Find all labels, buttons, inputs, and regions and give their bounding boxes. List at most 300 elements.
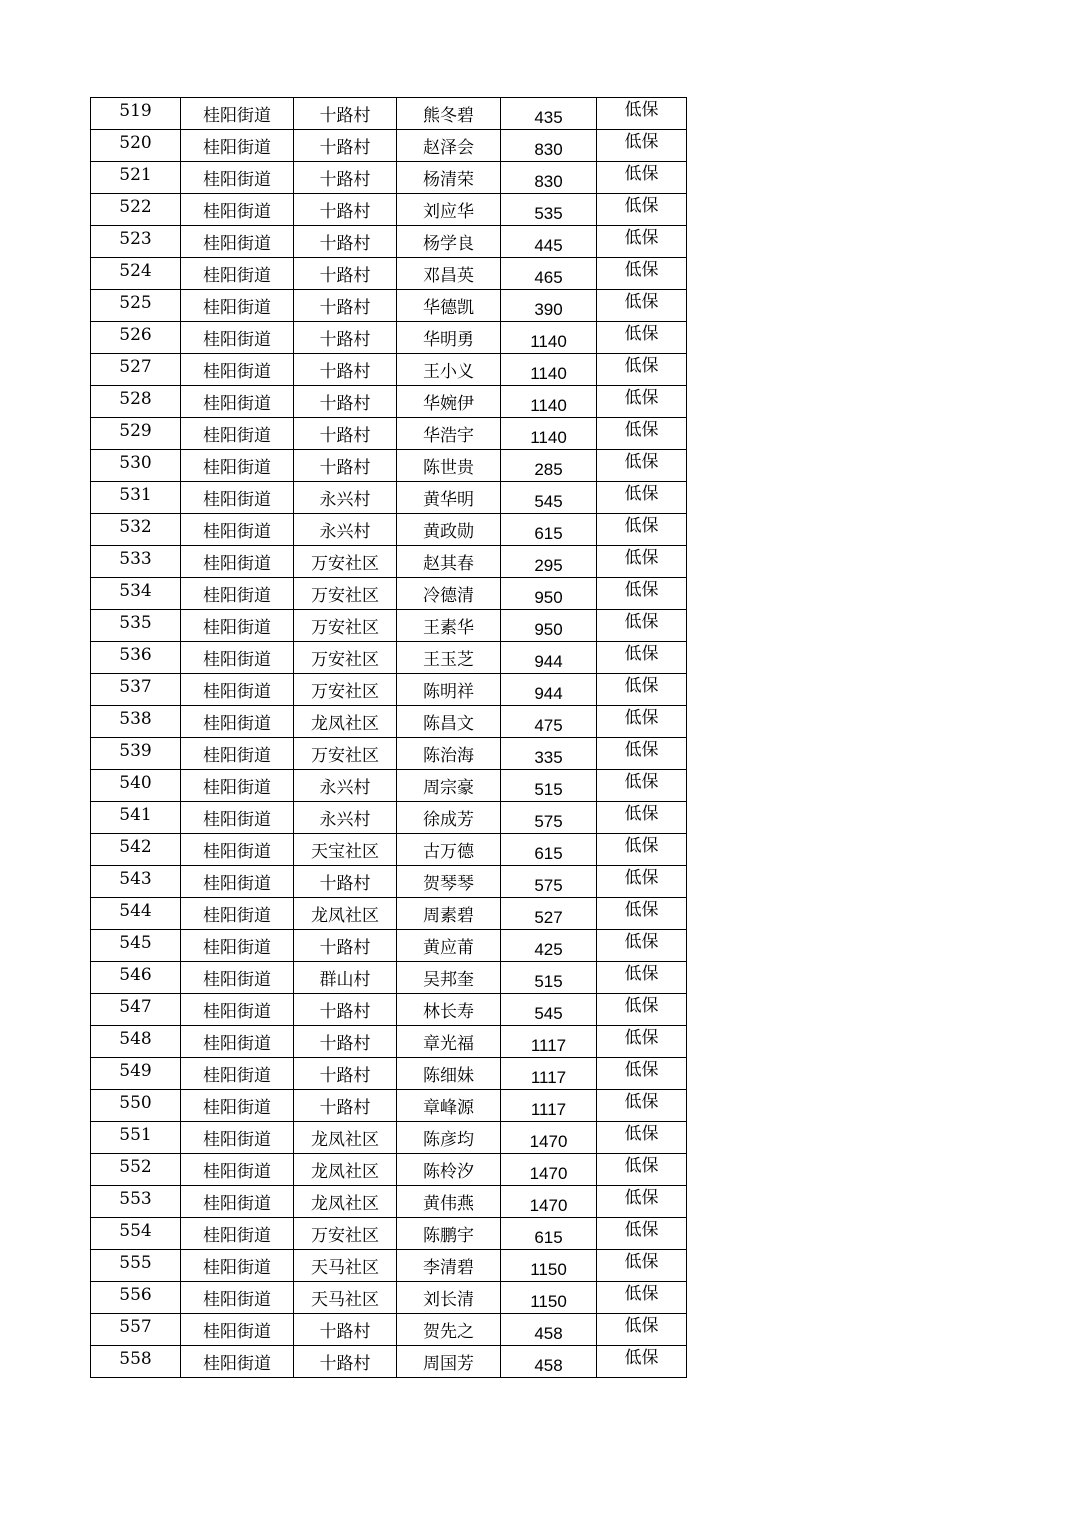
person-name: 古万德 <box>423 842 474 862</box>
table-row <box>91 802 687 834</box>
person-name-cell <box>397 546 501 578</box>
person-name-cell <box>397 418 501 450</box>
amount-value: 527 <box>534 907 563 927</box>
village-cell <box>294 194 397 226</box>
person-name-cell <box>397 1314 501 1346</box>
assistance-type: 低保 <box>624 1188 659 1208</box>
row-number-cell <box>91 322 181 354</box>
person-name: 赵其春 <box>423 554 474 574</box>
amount-cell <box>501 1154 597 1186</box>
amount-value: 465 <box>534 267 563 287</box>
row-number: 548 <box>119 1029 152 1049</box>
row-number: 546 <box>119 965 152 985</box>
assistance-type-cell <box>597 866 687 898</box>
village-cell <box>294 450 397 482</box>
village-name: 天马社区 <box>311 1290 379 1310</box>
street-name: 桂阳街道 <box>203 202 271 222</box>
street-name: 桂阳街道 <box>203 1034 271 1054</box>
village-cell <box>294 834 397 866</box>
assistance-type: 低保 <box>624 324 659 344</box>
assistance-type: 低保 <box>624 1348 659 1368</box>
amount-value: 1470 <box>529 1195 568 1215</box>
village-cell <box>294 706 397 738</box>
amount-cell <box>501 1250 597 1282</box>
person-name: 杨学良 <box>423 234 474 254</box>
assistance-type-cell <box>597 802 687 834</box>
row-number-cell <box>91 514 181 546</box>
village-name: 万安社区 <box>311 1226 379 1246</box>
street-name: 桂阳街道 <box>203 394 271 414</box>
person-name: 黄华明 <box>423 490 474 510</box>
person-name: 李清碧 <box>423 1258 474 1278</box>
person-name-cell <box>397 642 501 674</box>
amount-cell <box>501 962 597 994</box>
village-cell <box>294 770 397 802</box>
street-cell <box>181 546 294 578</box>
person-name-cell <box>397 610 501 642</box>
person-name-cell <box>397 162 501 194</box>
assistance-type-cell <box>597 450 687 482</box>
assistance-type: 低保 <box>624 1124 659 1144</box>
amount-cell <box>501 1282 597 1314</box>
street-name: 桂阳街道 <box>203 618 271 638</box>
assistance-type-cell <box>597 674 687 706</box>
amount-value: 1150 <box>530 1259 567 1279</box>
row-number-cell <box>91 482 181 514</box>
person-name: 贺琴琴 <box>423 874 474 894</box>
table-row <box>91 258 687 290</box>
row-number-cell <box>91 1346 181 1378</box>
assistance-type: 低保 <box>624 804 659 824</box>
person-name-cell <box>397 226 501 258</box>
street-name: 桂阳街道 <box>203 1226 271 1246</box>
table-row <box>91 1282 687 1314</box>
assistance-type: 低保 <box>624 388 659 408</box>
person-name: 周宗豪 <box>423 778 474 798</box>
assistance-type: 低保 <box>624 772 659 792</box>
village-name: 龙凤社区 <box>311 1162 379 1182</box>
person-name: 刘长清 <box>423 1290 474 1310</box>
street-cell <box>181 258 294 290</box>
assistance-type: 低保 <box>624 1316 659 1336</box>
row-number: 520 <box>119 133 152 153</box>
street-name: 桂阳街道 <box>203 330 271 350</box>
village-cell <box>294 1314 397 1346</box>
village-cell <box>294 482 397 514</box>
person-name: 陈治海 <box>423 746 474 766</box>
village-cell <box>294 1026 397 1058</box>
amount-value: 1117 <box>530 1035 567 1055</box>
village-cell <box>294 962 397 994</box>
village-cell <box>294 514 397 546</box>
village-cell <box>294 898 397 930</box>
street-cell <box>181 482 294 514</box>
street-name: 桂阳街道 <box>203 874 271 894</box>
row-number-cell <box>91 450 181 482</box>
table-row <box>91 1058 687 1090</box>
person-name: 华浩宇 <box>423 426 474 446</box>
assistance-type: 低保 <box>624 740 659 760</box>
amount-value: 950 <box>534 587 563 607</box>
street-name: 桂阳街道 <box>203 682 271 702</box>
village-name: 十路村 <box>319 1034 371 1054</box>
village-name: 永兴村 <box>319 522 371 542</box>
row-number: 551 <box>119 1125 152 1145</box>
street-cell <box>181 770 294 802</box>
village-name: 十路村 <box>319 202 371 222</box>
table-row <box>91 1250 687 1282</box>
table-row <box>91 98 687 130</box>
person-name-cell <box>397 1346 501 1378</box>
row-number: 540 <box>119 773 152 793</box>
person-name-cell <box>397 290 501 322</box>
village-cell <box>294 1282 397 1314</box>
row-number-cell <box>91 258 181 290</box>
person-name-cell <box>397 98 501 130</box>
village-cell <box>294 130 397 162</box>
person-name: 熊冬碧 <box>423 106 474 126</box>
row-number: 524 <box>119 261 152 281</box>
table-row <box>91 674 687 706</box>
row-number-cell <box>91 834 181 866</box>
assistance-type-cell <box>597 1314 687 1346</box>
row-number: 554 <box>119 1221 152 1241</box>
assistance-type: 低保 <box>624 260 659 280</box>
amount-value: 950 <box>534 619 563 639</box>
row-number: 547 <box>119 997 152 1017</box>
table-row <box>91 514 687 546</box>
assistance-type: 低保 <box>624 292 659 312</box>
amount-value: 575 <box>534 875 563 895</box>
table-row <box>91 418 687 450</box>
street-cell <box>181 322 294 354</box>
table-row <box>91 738 687 770</box>
row-number-cell <box>91 1122 181 1154</box>
village-cell <box>294 98 397 130</box>
village-name: 永兴村 <box>319 810 371 830</box>
person-name-cell <box>397 994 501 1026</box>
village-cell <box>294 322 397 354</box>
person-name-cell <box>397 1218 501 1250</box>
village-cell <box>294 1218 397 1250</box>
table-row <box>91 706 687 738</box>
village-cell <box>294 226 397 258</box>
table-row <box>91 642 687 674</box>
village-cell <box>294 162 397 194</box>
street-name: 桂阳街道 <box>203 266 271 286</box>
person-name: 黄政勋 <box>423 522 474 542</box>
person-name-cell <box>397 770 501 802</box>
row-number-cell <box>91 1154 181 1186</box>
row-number-cell <box>91 418 181 450</box>
person-name: 陈柃汐 <box>423 1162 474 1182</box>
village-name: 龙凤社区 <box>311 1130 379 1150</box>
table-row <box>91 1346 687 1378</box>
amount-cell <box>501 770 597 802</box>
amount-cell <box>501 354 597 386</box>
assistance-type-cell <box>597 1026 687 1058</box>
amount-cell <box>501 450 597 482</box>
amount-value: 515 <box>534 779 563 799</box>
amount-value: 1140 <box>530 331 567 351</box>
person-name-cell <box>397 930 501 962</box>
assistance-type: 低保 <box>624 356 659 376</box>
row-number-cell <box>91 98 181 130</box>
table-row <box>91 482 687 514</box>
street-name: 桂阳街道 <box>203 490 271 510</box>
street-name: 桂阳街道 <box>203 1194 271 1214</box>
assistance-type-cell <box>597 322 687 354</box>
amount-value: 390 <box>534 299 563 319</box>
street-name: 桂阳街道 <box>203 362 271 382</box>
table-row <box>91 1186 687 1218</box>
amount-cell <box>501 1090 597 1122</box>
assistance-type-cell <box>597 994 687 1026</box>
person-name-cell <box>397 1058 501 1090</box>
street-name: 桂阳街道 <box>203 1162 271 1182</box>
row-number: 558 <box>119 1349 152 1369</box>
village-cell <box>294 738 397 770</box>
village-cell <box>294 418 397 450</box>
village-name: 群山村 <box>319 970 371 990</box>
assistance-type: 低保 <box>624 100 659 120</box>
village-name: 十路村 <box>319 170 371 190</box>
street-cell <box>181 514 294 546</box>
amount-value: 1150 <box>530 1291 567 1311</box>
person-name: 王玉芝 <box>423 650 474 670</box>
row-number-cell <box>91 226 181 258</box>
table-row <box>91 322 687 354</box>
row-number-cell <box>91 130 181 162</box>
assistance-type: 低保 <box>624 1092 659 1112</box>
row-number: 531 <box>119 485 152 505</box>
amount-value: 475 <box>534 715 563 735</box>
village-cell <box>294 386 397 418</box>
table-row <box>91 386 687 418</box>
row-number-cell <box>91 962 181 994</box>
amount-cell <box>501 514 597 546</box>
table-row <box>91 610 687 642</box>
street-cell <box>181 290 294 322</box>
street-name: 桂阳街道 <box>203 746 271 766</box>
table-row <box>91 770 687 802</box>
row-number: 525 <box>119 293 152 313</box>
table-row <box>91 450 687 482</box>
village-cell <box>294 1186 397 1218</box>
amount-value: 615 <box>534 1227 563 1247</box>
street-cell <box>181 1122 294 1154</box>
row-number: 553 <box>119 1189 152 1209</box>
person-name: 章光福 <box>423 1034 474 1054</box>
assistance-type-cell <box>597 1282 687 1314</box>
table-row <box>91 930 687 962</box>
village-cell <box>294 1090 397 1122</box>
street-cell <box>181 1090 294 1122</box>
person-name: 邓昌英 <box>423 266 474 286</box>
village-name: 万安社区 <box>311 682 379 702</box>
assistance-type-cell <box>597 962 687 994</box>
table-row <box>91 290 687 322</box>
assistance-type: 低保 <box>624 900 659 920</box>
amount-value: 830 <box>534 171 563 191</box>
amount-cell <box>501 546 597 578</box>
assistance-type-cell <box>597 1154 687 1186</box>
person-name-cell <box>397 674 501 706</box>
amount-cell <box>501 194 597 226</box>
amount-cell <box>501 674 597 706</box>
assistance-type-cell <box>597 770 687 802</box>
street-cell <box>181 450 294 482</box>
street-cell <box>181 578 294 610</box>
assistance-type: 低保 <box>624 1028 659 1048</box>
village-cell <box>294 642 397 674</box>
amount-value: 830 <box>534 139 563 159</box>
amount-cell <box>501 162 597 194</box>
person-name: 王小义 <box>423 362 474 382</box>
person-name-cell <box>397 386 501 418</box>
row-number: 538 <box>119 709 152 729</box>
person-name-cell <box>397 898 501 930</box>
village-name: 十路村 <box>319 362 371 382</box>
row-number: 522 <box>119 197 152 217</box>
person-name: 贺先之 <box>423 1322 474 1342</box>
village-name: 十路村 <box>319 138 371 158</box>
assistance-type-cell <box>597 418 687 450</box>
person-name: 王素华 <box>423 618 474 638</box>
assistance-type-cell <box>597 482 687 514</box>
village-name: 十路村 <box>319 938 371 958</box>
row-number-cell <box>91 290 181 322</box>
assistance-type: 低保 <box>624 1060 659 1080</box>
street-name: 桂阳街道 <box>203 106 271 126</box>
village-cell <box>294 546 397 578</box>
amount-cell <box>501 802 597 834</box>
assistance-type: 低保 <box>624 644 659 664</box>
assistance-type-cell <box>597 1218 687 1250</box>
table-row <box>91 1154 687 1186</box>
street-name: 桂阳街道 <box>203 138 271 158</box>
assistance-type: 低保 <box>624 1284 659 1304</box>
assistance-type-cell <box>597 1122 687 1154</box>
amount-cell <box>501 930 597 962</box>
village-name: 天马社区 <box>311 1258 379 1278</box>
street-name: 桂阳街道 <box>203 650 271 670</box>
assistance-type: 低保 <box>624 164 659 184</box>
table-row <box>91 226 687 258</box>
street-cell <box>181 674 294 706</box>
row-number-cell <box>91 1026 181 1058</box>
row-number-cell <box>91 1058 181 1090</box>
row-number-cell <box>91 738 181 770</box>
street-cell <box>181 706 294 738</box>
amount-value: 458 <box>534 1355 563 1375</box>
village-name: 十路村 <box>319 1098 371 1118</box>
assistance-type-cell <box>597 162 687 194</box>
row-number: 550 <box>119 1093 152 1113</box>
village-cell <box>294 930 397 962</box>
assistance-type-cell <box>597 1250 687 1282</box>
person-name: 刘应华 <box>423 202 474 222</box>
assistance-type-cell <box>597 354 687 386</box>
street-cell <box>181 1058 294 1090</box>
street-name: 桂阳街道 <box>203 778 271 798</box>
person-name: 陈明祥 <box>423 682 474 702</box>
amount-cell <box>501 1314 597 1346</box>
assistance-type-cell <box>597 194 687 226</box>
amount-cell <box>501 994 597 1026</box>
person-name: 陈鹏宇 <box>423 1226 474 1246</box>
village-cell <box>294 866 397 898</box>
row-number-cell <box>91 866 181 898</box>
street-cell <box>181 162 294 194</box>
street-name: 桂阳街道 <box>203 170 271 190</box>
assistance-type: 低保 <box>624 964 659 984</box>
person-name: 陈细妹 <box>423 1066 474 1086</box>
person-name-cell <box>397 706 501 738</box>
table-row <box>91 1314 687 1346</box>
village-name: 十路村 <box>319 394 371 414</box>
person-name-cell <box>397 450 501 482</box>
assistance-type: 低保 <box>624 932 659 952</box>
row-number-cell <box>91 1218 181 1250</box>
table-row <box>91 834 687 866</box>
street-name: 桂阳街道 <box>203 426 271 446</box>
table-row <box>91 1122 687 1154</box>
amount-value: 1470 <box>529 1131 568 1151</box>
amount-cell <box>501 482 597 514</box>
amount-value: 335 <box>534 747 563 767</box>
person-name-cell <box>397 130 501 162</box>
person-name: 章峰源 <box>423 1098 474 1118</box>
assistance-type: 低保 <box>624 868 659 888</box>
street-name: 桂阳街道 <box>203 1290 271 1310</box>
amount-value: 944 <box>534 683 563 703</box>
street-name: 桂阳街道 <box>203 1002 271 1022</box>
village-cell <box>294 1346 397 1378</box>
row-number-cell <box>91 546 181 578</box>
village-cell <box>294 258 397 290</box>
street-cell <box>181 98 294 130</box>
row-number: 519 <box>119 101 152 121</box>
street-cell <box>181 610 294 642</box>
row-number: 529 <box>119 421 152 441</box>
row-number: 539 <box>119 741 152 761</box>
amount-value: 545 <box>534 1003 563 1023</box>
row-number: 528 <box>119 389 152 409</box>
person-name: 华德凯 <box>423 298 474 318</box>
village-name: 十路村 <box>319 1322 371 1342</box>
street-cell <box>181 962 294 994</box>
row-number-cell <box>91 642 181 674</box>
amount-cell <box>501 386 597 418</box>
village-name: 龙凤社区 <box>311 906 379 926</box>
row-number-cell <box>91 194 181 226</box>
assistance-type-cell <box>597 1346 687 1378</box>
street-cell <box>181 866 294 898</box>
row-number-cell <box>91 610 181 642</box>
person-name-cell <box>397 866 501 898</box>
village-name: 十路村 <box>319 426 371 446</box>
assistance-type-cell <box>597 290 687 322</box>
village-name: 万安社区 <box>311 618 379 638</box>
amount-cell <box>501 834 597 866</box>
amount-cell <box>501 290 597 322</box>
amount-cell <box>501 418 597 450</box>
amount-value: 1140 <box>530 363 567 383</box>
street-cell <box>181 1346 294 1378</box>
village-cell <box>294 1250 397 1282</box>
village-cell <box>294 994 397 1026</box>
